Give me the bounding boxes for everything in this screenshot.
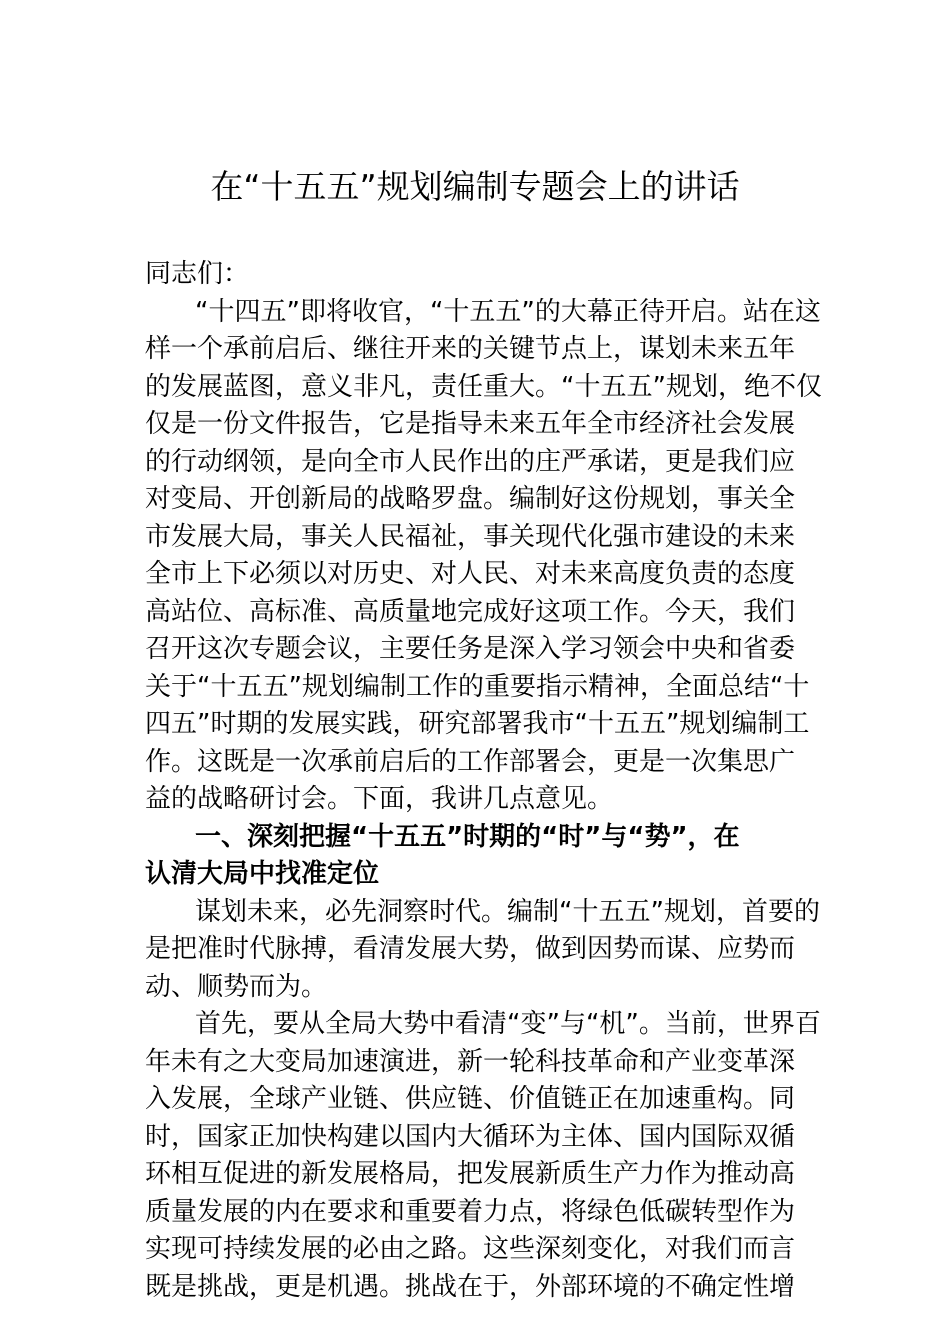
paragraph-line: 全市上下必须以对历史、对人民、对未来高度负责的态度 (145, 559, 796, 589)
paragraph-line: 实现可持续发展的必由之路。这些深刻变化，对我们而言 (145, 1234, 796, 1264)
paragraph-line: 作。这既是一次承前启后的工作部署会，更是一次集思广 (145, 746, 796, 777)
paragraph-line: 四五”时期的发展实践，研究部署我市“十五五”规划编制工 (145, 709, 810, 739)
paragraph-line: 高站位、高标准、高质量地完成好这项工作。今天，我们 (145, 596, 796, 627)
paragraph-line: 动、顺势而为。 (145, 971, 328, 1002)
document-body (145, 256, 822, 1306)
paragraph-line: 关于“十五五”规划编制工作的重要指示精神，全面总结“十 (145, 671, 810, 702)
paragraph-line: 是把准时代脉搏，看清发展大势，做到因势而谋、应势而 (145, 934, 796, 964)
document-title: 在“十五五”规划编制专题会上的讲话 (210, 167, 740, 206)
section-heading: 一、深刻把握“十五五”时期的“时”与“势”，在 (195, 821, 740, 852)
paragraph-line: 入发展，全球产业链、供应链、价值链正在加速重构。同 (145, 1084, 796, 1114)
paragraph-line: 市发展大局，事关人民福祉，事关现代化强市建设的未来 (145, 521, 796, 552)
paragraph-line: 益的战略研讨会。下面，我讲几点意见。 (145, 784, 614, 814)
paragraph-line: 年未有之大变局加速演进，新一轮科技革命和产业变革深 (145, 1046, 796, 1077)
salutation: 同志们： (145, 259, 250, 289)
section-heading: 认清大局中找准定位 (145, 859, 380, 889)
paragraph-line: 仅是一份文件报告，它是指导未来五年全市经济社会发展 (145, 409, 796, 439)
paragraph-line: 样一个承前启后、继往开来的关键节点上，谋划未来五年 (145, 334, 796, 364)
paragraph-line: 质量发展的内在要求和重要着力点，将绿色低碳转型作为 (145, 1196, 796, 1227)
paragraph-line: 的发展蓝图，意义非凡，责任重大。“十五五”规划，绝不仅 (145, 371, 822, 402)
paragraph-line: 时，国家正加快构建以国内大循环为主体、国内国际双循 (145, 1121, 796, 1152)
paragraph-line: 对变局、开创新局的战略罗盘。编制好这份规划，事关全 (145, 484, 796, 514)
paragraph-line: 既是挑战，更是机遇。挑战在于，外部环境的不确定性增 (145, 1271, 796, 1302)
paragraph-line: 召开这次专题会议，主要任务是深入学习领会中央和省委 (145, 634, 796, 664)
paragraph-line: “十四五”即将收官，“十五五”的大幕正待开启。站在这 (195, 296, 821, 327)
paragraph-line: 谋划未来，必先洞察时代。编制“十五五”规划，首要的 (195, 896, 820, 927)
paragraph-line: 的行动纲领，是向全市人民作出的庄严承诺，更是我们应 (145, 446, 796, 477)
paragraph-line: 首先，要从全局大势中看清“变”与“机”。当前，世界百 (195, 1009, 821, 1039)
paragraph-line: 环相互促进的新发展格局，把发展新质生产力作为推动高 (145, 1159, 796, 1189)
